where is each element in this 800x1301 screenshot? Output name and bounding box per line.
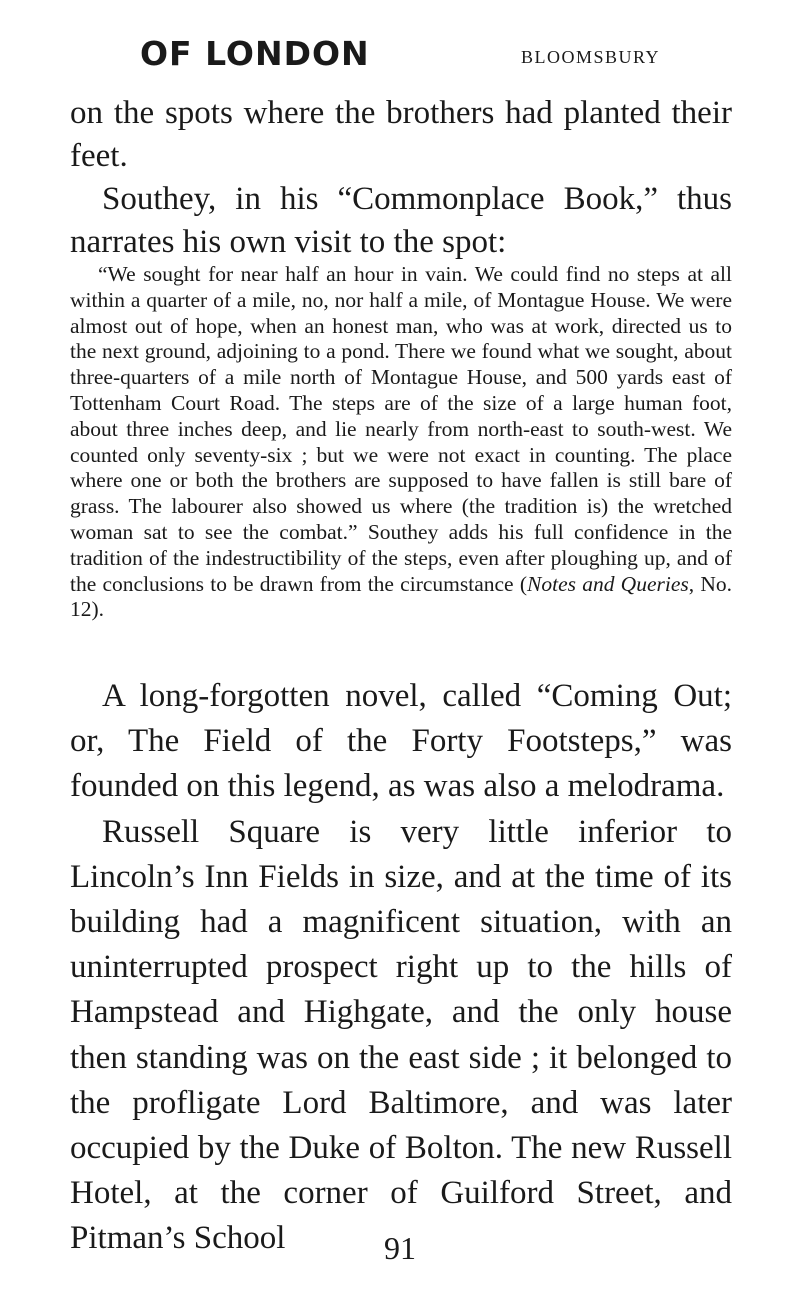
citation-title: Notes and Queries <box>527 571 689 596</box>
body-text <box>70 674 732 1262</box>
paragraph: Russell Square is very little inferior to Lincoln’s Inn Fields in size, and at the time of its building had a magnificent situation, with an uninterrupted prospect right up to the hills of Hampstead and Highgate, and the only house then standing was on the east side ; it belonged to the profligate Lord Baltimore, and was later occupied by the Duke of Bolton. The new Russell Hotel, at the corner of Guilford Street, and Pitman’s School <box>70 813 732 1257</box>
page-number: 91 <box>384 1230 416 1266</box>
running-header <box>70 0 730 80</box>
paragraph: Southey, in his “Commonplace Book,” thus narrates his own visit to the spot: <box>70 181 732 260</box>
section-title: BLOOMSBURY <box>520 47 660 67</box>
paragraph: A long-forgotten novel, called “Coming Out; or, The Field of the Forty Footsteps,” was founded on this legend, as was also a melodrama. <box>70 678 732 805</box>
quote-text: “We sought for near half an hour in vain. We could find no steps at all within a quarter of a mile, no, nor half a mile, of Montague House. We were almost out of hope, when an honest man, who was at work, directed us to the next ground, adjoining to a pond. There we found what we sought, about three-quarters of a mile north of Montague House, and 500 yards east of Tottenham Court Road. The steps are of the size of a large human foot, about three inches deep, and lie nearly from north-east to south-west. We counted only seventy-six ; but we were not exact in counting. The place where one or both the brothers are supposed to have fallen is still bare of grass. The labourer also showed us where (the tradition is) the wretched woman sat to see the combat.” Southey adds his full confidence in the tradition of the indestructibility of the steps, even after ploughing up, and of the conclusions to be drawn from the circumstance ( <box>70 262 732 596</box>
intro-text <box>70 92 732 264</box>
paragraph: on the spots where the brothers had planted their feet. <box>70 95 732 174</box>
block-quote <box>70 262 732 623</box>
running-title: OF LONDON <box>140 34 370 73</box>
citation-end: , No. 12). <box>70 571 733 622</box>
